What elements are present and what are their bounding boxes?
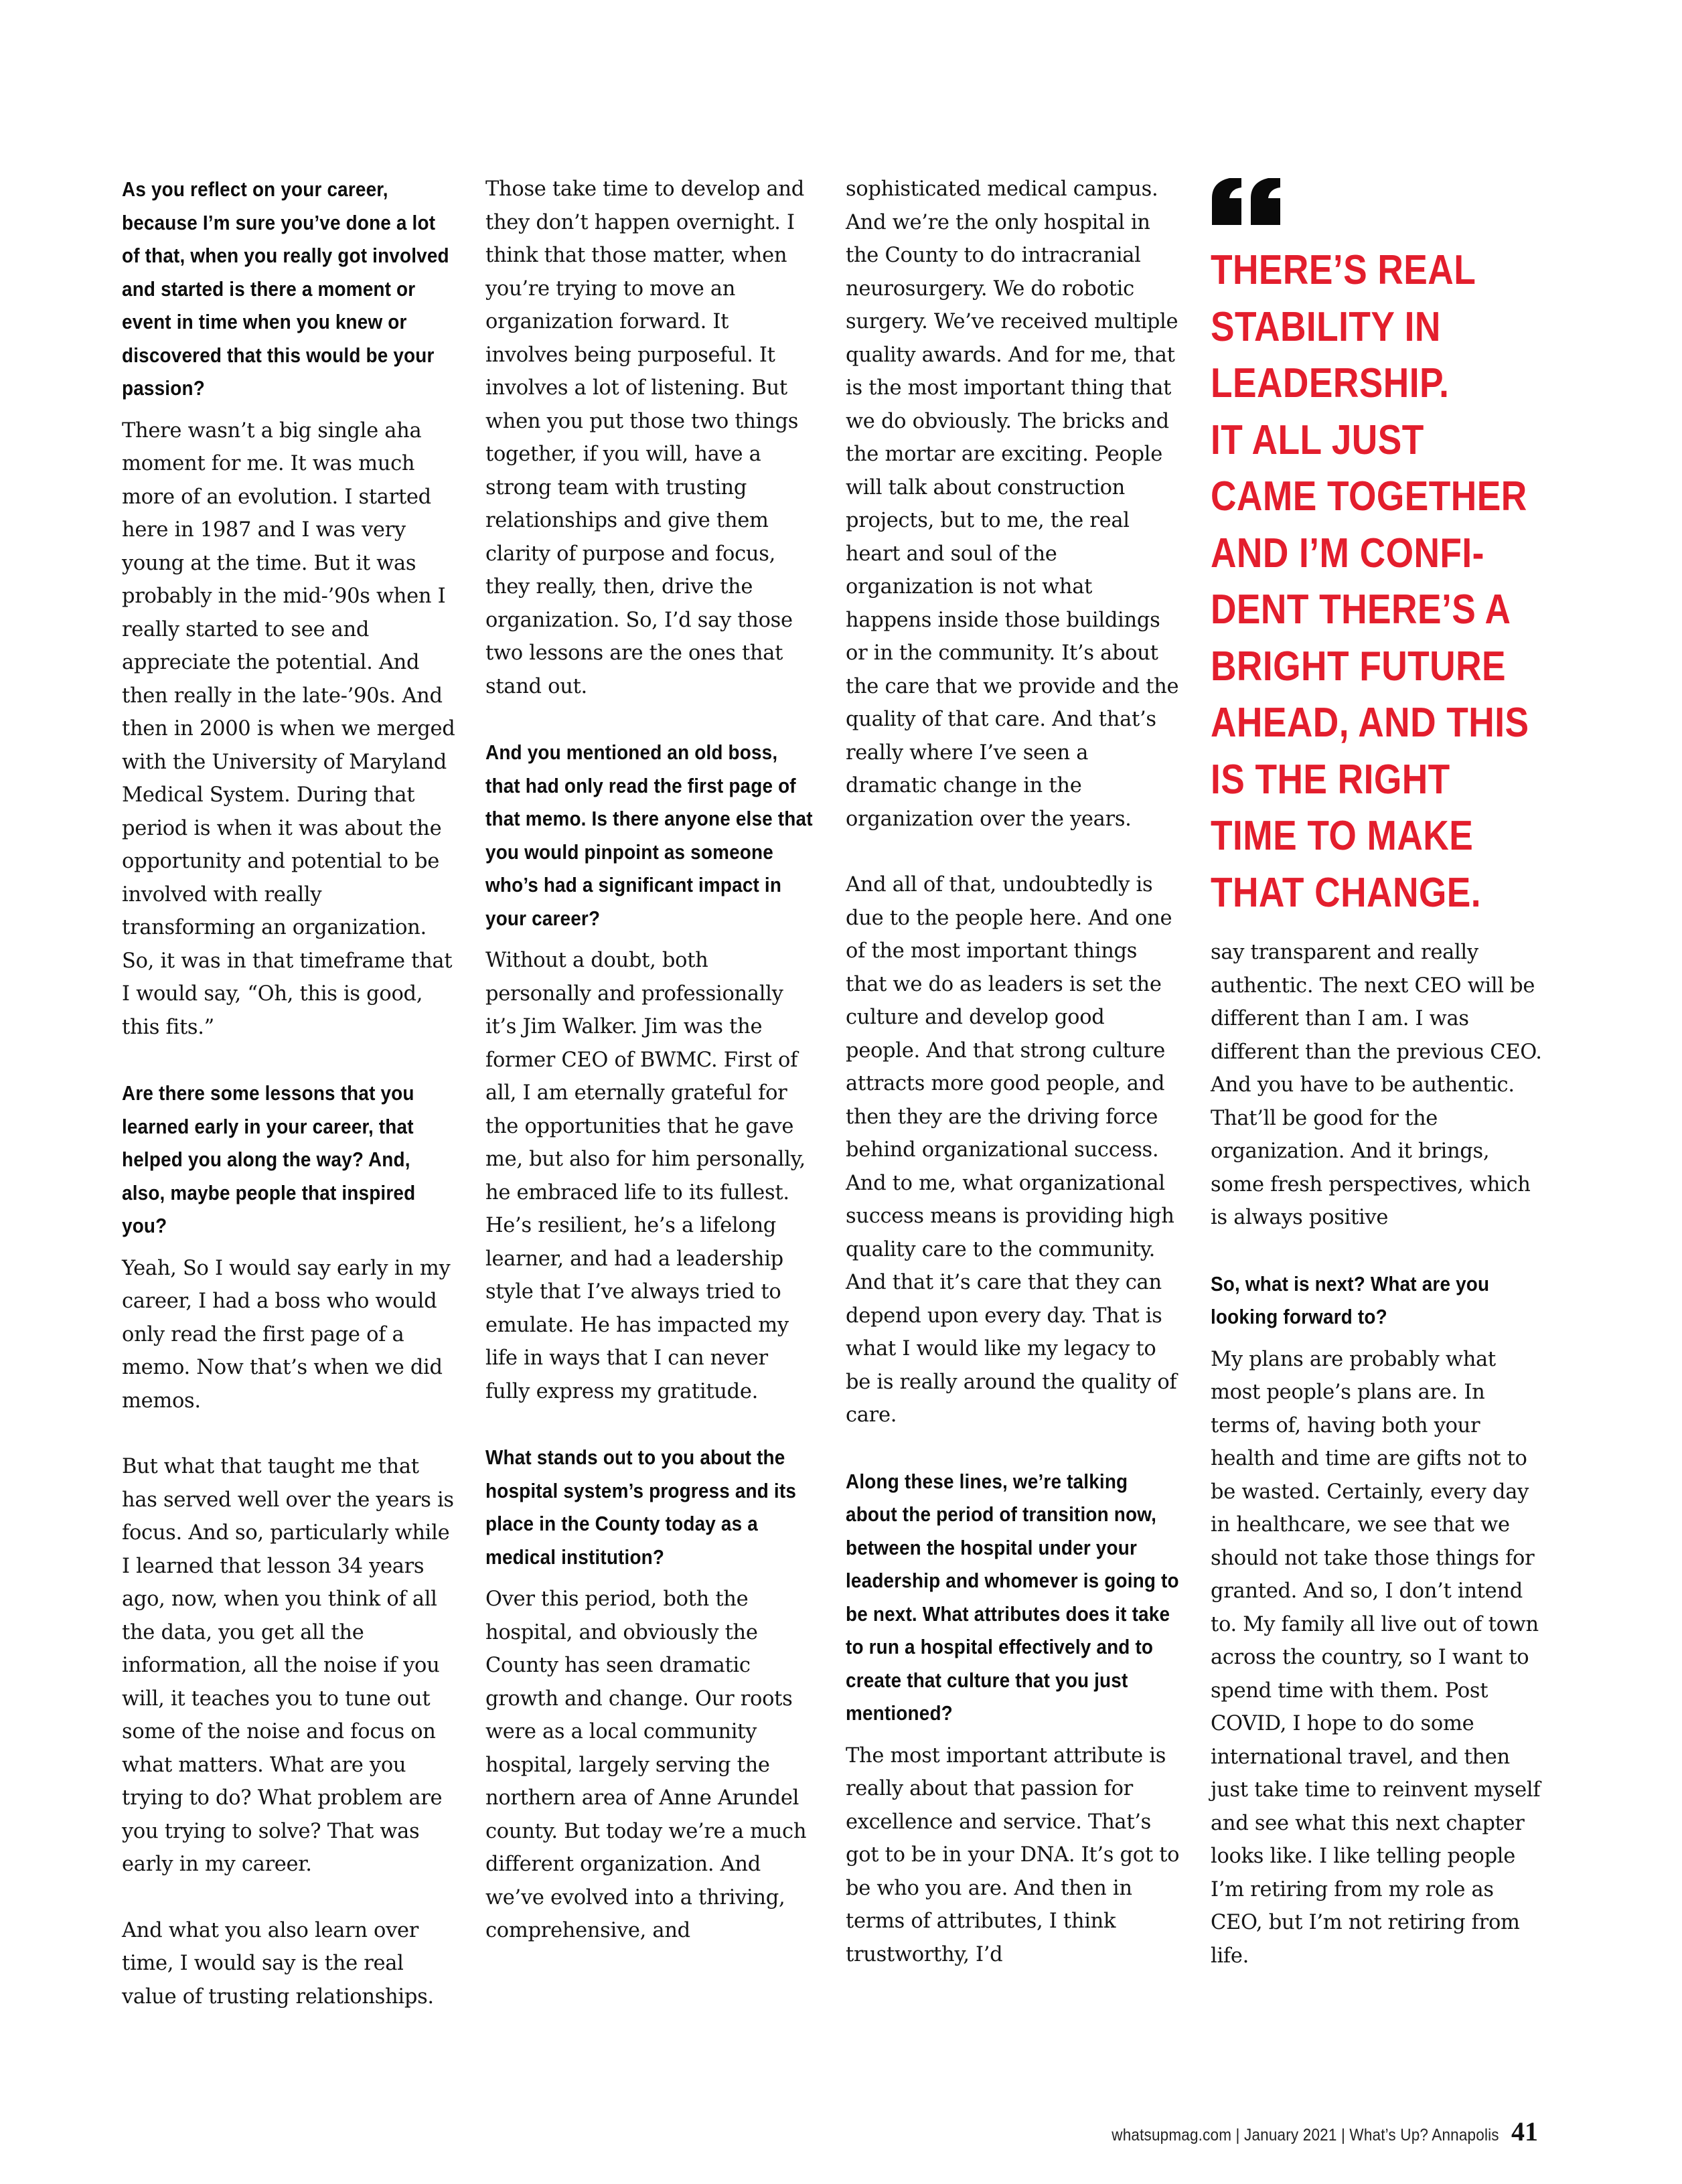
footer-credits: whatsupmag.com | January 2021 | What’s Up? Annapolis (1112, 2126, 1499, 2144)
pull-quote-line: STABILITY IN (1211, 303, 1441, 350)
pull-quote-line: TIME TO MAKE (1211, 813, 1474, 859)
pull-quote-line: THAT CHANGE. (1211, 869, 1482, 916)
pull-quote-line: AHEAD, AND THIS (1211, 700, 1529, 746)
question-heading: Are there some lessons that you learned early in your career, that helped you along the way? And, also, maybe people that inspired you? (122, 1081, 416, 1237)
answer-paragraph: Those take time to develop and they don’t happen overnight. I think that those matter, when you’re trying to move an organization forward. It involves being purposeful. It involves a lot of listening. But when you put those two things together, if you will, have a strong team with trusting relationships and give them clarity of purpose and focus, they really, then, drive the organization. So, I’d say those two lessons are the ones that stand out. (485, 177, 804, 698)
pull-quote-line: DENT THERE’S A (1211, 587, 1511, 633)
question-heading: And you mentioned an old boss, that had only read the first page of that memo. Is there anyone else that you would pinpoint as someone who’s had a significant impact in your career? (485, 740, 813, 930)
answer-paragraph: There wasn’t a big single aha moment for me. It was much more of an evolution. I started here in 1987 and I was very young at the time. But it was probably in the mid-’90s when I really started to see and appreciate the potential. And then really in the late-’90s. And then in 2000 is when we merged with the University of Maryland Medical System. During that period is when it was about the opportunity and potential to be involved with really transforming an organization. So, it was in that timeframe that I would say, “Oh, this is good, this fits.” (122, 418, 455, 1039)
column-1 (122, 173, 457, 2013)
quote-open-icon (1212, 178, 1282, 225)
pull-quote-line: THERE’S REAL (1211, 247, 1476, 293)
answer-paragraph: And all of that, undoubtedly is due to the people here. And one of the most important things that we do as leaders is set the culture and develop good people. And that strong culture attracts more good people, and then they are the driving force behind organizational success. And to me, what organizational success means is providing high quality care to the community. And that it’s care that they can depend upon every day. That is what I would like my legacy to be is really around the quality of care. (846, 873, 1177, 1427)
pull-quote-line: BRIGHT FUTURE (1211, 643, 1507, 690)
answer-paragraph: Without a doubt, both personally and professionally it’s Jim Walker. Jim was the former CEO of BWMC. First of all, I am eternally grateful for the opportunities that he gave me, but also for him personally, he embraced life to its fullest. He’s resilient, he’s a lifelong learner, and had a leadership style that I’ve always tried to emulate. He has impacted my life in ways that I can never fully express my gratitude. (485, 949, 806, 1403)
answer-paragraph: Yeah, So I would say early in my career, I had a boss who would only read the first page of a memo. Now that’s when we did memos. (122, 1256, 451, 1413)
column-2 (485, 173, 817, 1948)
pull-quote-line: CAME TOGETHER (1211, 473, 1527, 520)
answer-paragraph: My plans are probably what most people’s plans are. In terms of, having both your health and time are gifts not to be wasted. Certainly, every day in healthcare, we see that we should not take those things for granted. And so, I don’t intend to. My family all live out of town across the country, so I want to spend time with them. Post COVID, I hope to do some international travel, and then just take time to reinvent myself and see what this next chapter looks like. I like telling people I’m retiring from my role as CEO, but I’m not retiring from life. (1211, 1347, 1541, 1968)
pull-quote-line: IS THE RIGHT (1211, 756, 1450, 803)
page-footer (1069, 2116, 1538, 2147)
pull-quote-line: LEADERSHIP. (1211, 360, 1450, 406)
pull-quote-line: IT ALL JUST (1211, 416, 1424, 463)
question-heading: Along these lines, we’re talking about the period of transition now, between the hospital under your leadership and whomever is going to be next. What attributes does it take to run a hospital effectively and to create that culture that you just mentioned? (846, 1469, 1179, 1725)
pull-quote-line: AND I’M CONFI- (1211, 530, 1484, 576)
answer-paragraph: say transparent and really authentic. The next CEO will be different than I am. I was different than the previous CEO. And you have to be authentic. That’ll be good for the organization. And it brings, some fresh perspectives, which is always positive (1211, 941, 1542, 1229)
answer-paragraph: But what that taught me that has served well over the years is focus. And so, particularly while I learned that lesson 34 years ago, now, when you think of all the data, you get all the information, all the noise if you will, it teaches you to tune out some of the noise and focus on what matters. What are you trying to do? What problem are you trying to solve? That was early in my career. (122, 1455, 454, 1876)
page-number: 41 (1511, 2116, 1538, 2147)
pull-quote (1211, 242, 1550, 921)
answer-paragraph: sophisticated medical campus. And we’re the only hospital in the County to do intracranial neurosurgery. We do robotic surgery. We’ve received multiple quality awards. And for me, that is the most important thing that we do obviously. The bricks and the mortar are exciting. People will talk about construction projects, but to me, the real heart and soul of the organization is not what happens inside those buildings or in the community. It’s about the care that we provide and the quality of that care. And that’s really where I’ve seen a dramatic change in the organization over the years. (846, 177, 1179, 831)
question-heading: As you reflect on your career, because I’m sure you’ve done a lot of that, when you really got involved and started is there a moment or event in time when you knew or discovered that this would be your passion? (122, 177, 449, 400)
column-4 (1211, 173, 1545, 1972)
question-heading: So, what is next? What are you looking forward to? (1211, 1271, 1490, 1328)
column-3 (846, 173, 1180, 1971)
answer-paragraph: And what you also learn over time, I would say is the real value of trusting relationships. (122, 1918, 434, 2009)
answer-paragraph: Over this period, both the hospital, and obviously the County has seen dramatic growth and change. Our roots were as a local community hospital, largely serving the northern area of Anne Arundel county. But today we’re a much different organization. And we’ve evolved into a thriving, comprehensive, and (485, 1587, 807, 1942)
answer-paragraph: The most important attribute is really about that passion for excellence and service. That’s got to be in your DNA. It’s got to be who you are. And then in terms of attributes, I think trustworthy, I’d (846, 1743, 1180, 1966)
question-heading: What stands out to you about the hospital system’s progress and its place in the County today as a medical institution? (485, 1446, 797, 1569)
